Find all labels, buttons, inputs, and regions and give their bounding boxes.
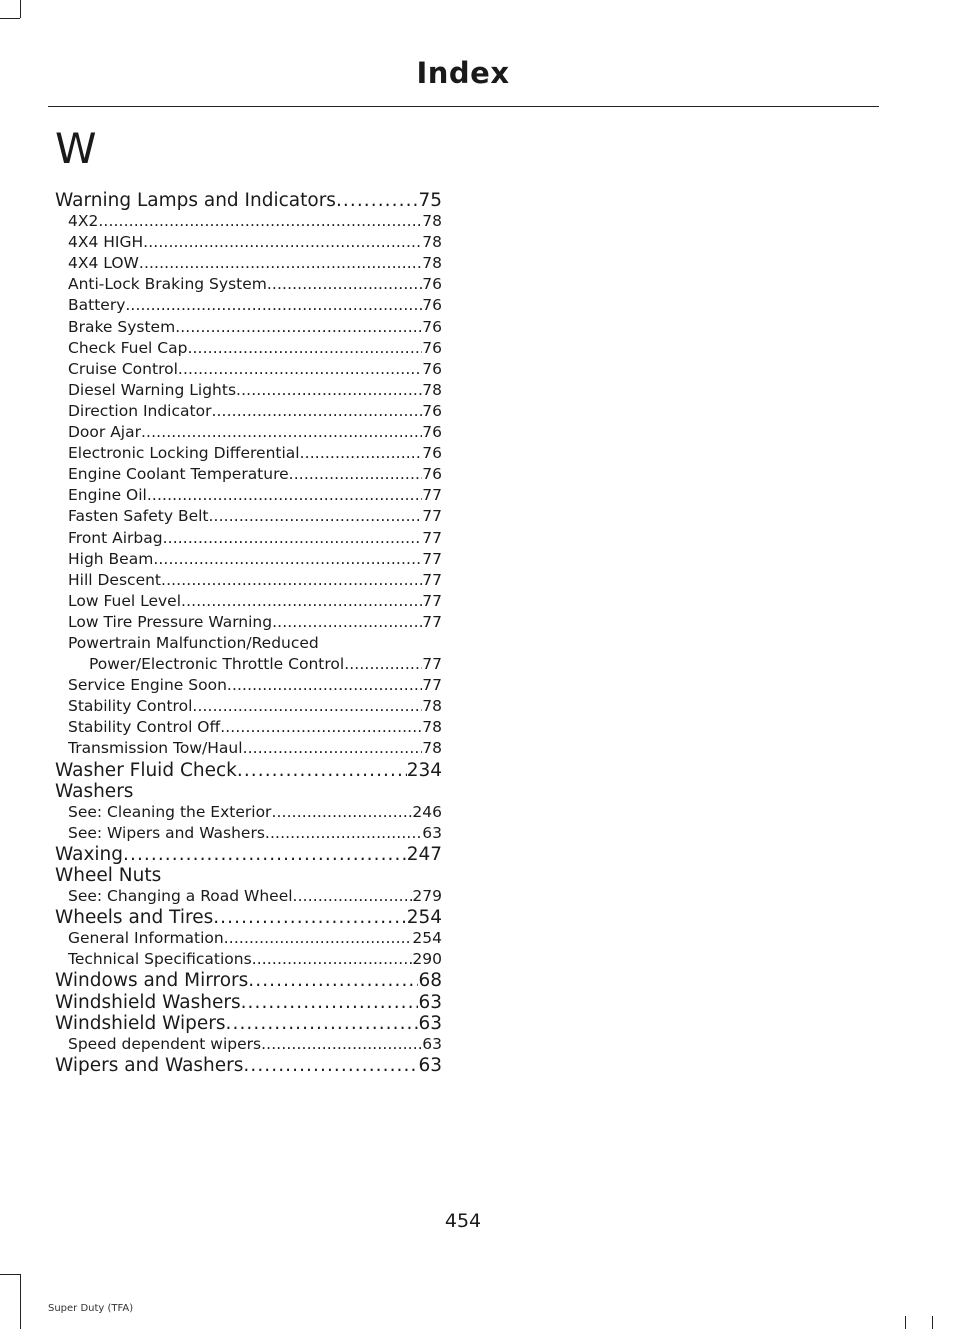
entry-page-number: 75 xyxy=(418,190,442,211)
entry-label: Stability Control Off xyxy=(68,718,221,737)
entry-page-number: 63 xyxy=(418,1012,442,1034)
entry-label: Powertrain Malfunction/Reduced xyxy=(68,633,319,652)
index-subentry xyxy=(55,443,442,464)
index-subentry xyxy=(55,359,442,380)
dot-leader xyxy=(248,970,418,991)
entry-label: Check Fuel Cap xyxy=(68,338,188,357)
crop-mark xyxy=(932,1316,933,1329)
dot-leader xyxy=(181,591,422,612)
section-letter: W xyxy=(55,124,97,173)
dot-leader xyxy=(123,844,407,865)
crop-mark xyxy=(0,18,20,19)
entry-label: Windshield Wipers xyxy=(55,1012,226,1034)
dot-leader xyxy=(267,274,422,295)
entry-page-number: 77 xyxy=(422,612,442,631)
entry-page-number: 77 xyxy=(422,528,442,547)
entry-label: Brake System xyxy=(68,317,176,336)
entry-label: Anti-Lock Braking System xyxy=(68,275,267,294)
index-subentry xyxy=(55,232,442,253)
entry-page-number: 76 xyxy=(422,401,442,420)
index-subentry xyxy=(55,401,442,422)
entry-page-number: 78 xyxy=(422,697,442,716)
entry-page-number: 290 xyxy=(412,950,442,969)
entry-page-number: 78 xyxy=(422,739,442,758)
entry-page-number: 78 xyxy=(422,212,442,231)
index-subentry xyxy=(55,253,442,274)
entry-page-number: 76 xyxy=(422,423,442,442)
entry-label: Technical Specifications xyxy=(68,950,252,969)
index-subentry xyxy=(55,738,442,759)
entry-label: Direction Indicator xyxy=(68,401,212,420)
entry-page-number: 63 xyxy=(418,1054,442,1076)
dot-leader xyxy=(224,928,413,949)
index-subentry xyxy=(55,949,442,970)
dot-leader xyxy=(209,506,423,527)
dot-leader xyxy=(293,886,413,907)
entry-label: High Beam xyxy=(68,549,154,568)
entry-label: 4X2 xyxy=(68,212,99,231)
entry-page-number: 63 xyxy=(422,1034,442,1053)
dot-leader xyxy=(289,464,423,485)
crop-mark xyxy=(20,0,21,18)
entry-label: Wheels and Tires xyxy=(55,907,214,929)
index-entry xyxy=(55,760,442,781)
index-entry xyxy=(55,992,442,1013)
index-entry xyxy=(55,970,442,991)
dot-leader xyxy=(271,802,412,823)
dot-leader xyxy=(272,612,422,633)
entry-page-number: 77 xyxy=(422,591,442,610)
entry-label: Hill Descent xyxy=(68,570,162,589)
entry-label: Door Ajar xyxy=(68,423,141,442)
dot-leader xyxy=(139,253,422,274)
entry-label: Wipers and Washers xyxy=(55,1054,244,1076)
entry-label: Washers xyxy=(55,780,134,802)
index-subentry xyxy=(55,612,442,633)
dot-leader xyxy=(143,232,422,253)
dot-leader xyxy=(252,949,413,970)
dot-leader xyxy=(163,528,423,549)
dot-leader xyxy=(161,570,422,591)
entry-page-number: 77 xyxy=(422,486,442,505)
index-subentry xyxy=(55,295,442,316)
index-subentry xyxy=(55,422,442,443)
page-title: Index xyxy=(416,56,510,90)
dot-leader xyxy=(237,760,407,781)
entry-page-number: 246 xyxy=(412,802,442,821)
entry-page-number: 68 xyxy=(418,970,442,992)
index-entry xyxy=(55,907,442,928)
entry-label: Engine Oil xyxy=(68,486,147,505)
entry-label: 4X4 HIGH xyxy=(68,233,144,252)
entry-page-number: 78 xyxy=(422,233,442,252)
entry-page-number: 76 xyxy=(422,444,442,463)
index-list xyxy=(55,190,442,1076)
entry-page-number: 76 xyxy=(422,465,442,484)
entry-label: Speed dependent wipers xyxy=(68,1034,262,1053)
dot-leader xyxy=(175,317,422,338)
index-subentry xyxy=(55,317,442,338)
page-number: 454 xyxy=(444,1210,482,1232)
entry-label: Electronic Locking Differential xyxy=(68,444,300,463)
dot-leader xyxy=(178,359,422,380)
index-subentry xyxy=(55,802,442,823)
entry-label: See: Changing a Road Wheel xyxy=(68,887,293,906)
entry-label: 4X4 LOW xyxy=(68,254,139,273)
entry-label: Engine Coolant Temperature xyxy=(68,465,289,484)
dot-leader xyxy=(241,992,419,1013)
entry-label: General Information xyxy=(68,929,224,948)
entry-page-number: 77 xyxy=(422,676,442,695)
entry-label: Service Engine Soon xyxy=(68,676,227,695)
index-subentry xyxy=(55,633,442,654)
index-subentry xyxy=(55,570,442,591)
entry-page-number: 254 xyxy=(406,907,442,929)
dot-leader xyxy=(336,190,419,211)
index-subentry xyxy=(55,274,442,295)
index-entry xyxy=(55,865,442,886)
entry-label: Battery xyxy=(68,296,126,315)
entry-label: Fasten Safety Belt xyxy=(68,507,209,526)
index-subentry xyxy=(55,528,442,549)
dot-leader xyxy=(192,696,422,717)
entry-label: See: Cleaning the Exterior xyxy=(68,802,272,821)
entry-page-number: 254 xyxy=(412,929,442,948)
index-subentry xyxy=(55,654,442,675)
entry-label: Washer Fluid Check xyxy=(55,759,237,781)
crop-mark xyxy=(905,1316,906,1329)
entry-label: Front Airbag xyxy=(68,528,163,547)
index-subentry xyxy=(55,717,442,738)
dot-leader xyxy=(141,422,422,443)
index-entry xyxy=(55,781,442,802)
index-subentry xyxy=(55,549,442,570)
entry-label: Cruise Control xyxy=(68,359,178,378)
dot-leader xyxy=(125,295,422,316)
publication-label: Super Duty (TFA) xyxy=(48,1303,134,1314)
entry-page-number: 78 xyxy=(422,254,442,273)
dot-leader xyxy=(213,907,406,928)
index-subentry xyxy=(55,1034,442,1055)
index-subentry xyxy=(55,485,442,506)
dot-leader xyxy=(243,738,423,759)
index-subentry xyxy=(55,886,442,907)
entry-label: Waxing xyxy=(55,843,124,865)
dot-leader xyxy=(236,380,422,401)
entry-page-number: 78 xyxy=(422,380,442,399)
entry-page-number: 247 xyxy=(406,843,442,865)
entry-page-number: 77 xyxy=(422,507,442,526)
entry-label: Stability Control xyxy=(68,697,193,716)
index-subentry xyxy=(55,506,442,527)
entry-label: Warning Lamps and Indicators xyxy=(55,190,336,211)
index-subentry xyxy=(55,928,442,949)
entry-label: Transmission Tow/Haul xyxy=(68,739,243,758)
dot-leader xyxy=(153,549,422,570)
entry-page-number: 279 xyxy=(412,887,442,906)
dot-leader xyxy=(300,443,423,464)
entry-page-number: 76 xyxy=(422,317,442,336)
dot-leader xyxy=(98,211,422,232)
entry-label: Windows and Mirrors xyxy=(55,970,249,992)
entry-label: Low Fuel Level xyxy=(68,591,182,610)
crop-mark xyxy=(0,1274,20,1275)
index-subentry xyxy=(55,675,442,696)
dot-leader xyxy=(220,717,422,738)
entry-page-number: 76 xyxy=(422,275,442,294)
entry-page-number: 234 xyxy=(406,759,442,781)
entry-label: Wheel Nuts xyxy=(55,865,162,886)
entry-label: Windshield Washers xyxy=(55,991,241,1013)
dot-leader xyxy=(227,675,422,696)
index-subentry xyxy=(55,591,442,612)
entry-page-number: 77 xyxy=(422,570,442,589)
entry-page-number: 76 xyxy=(422,338,442,357)
index-subentry xyxy=(55,464,442,485)
index-entry xyxy=(55,844,442,865)
entry-page-number: 76 xyxy=(422,359,442,378)
entry-page-number: 77 xyxy=(422,655,442,674)
index-subentry xyxy=(55,823,442,844)
entry-page-number: 77 xyxy=(422,549,442,568)
entry-page-number: 78 xyxy=(422,718,442,737)
dot-leader xyxy=(147,485,422,506)
index-entry xyxy=(55,1013,442,1034)
dot-leader xyxy=(226,1013,419,1034)
index-subentry xyxy=(55,211,442,232)
entry-label: Diesel Warning Lights xyxy=(68,380,237,399)
dot-leader xyxy=(187,338,422,359)
index-subentry xyxy=(55,696,442,717)
entry-page-number: 76 xyxy=(422,296,442,315)
dot-leader xyxy=(211,401,422,422)
entry-page-number: 63 xyxy=(418,991,442,1013)
dot-leader xyxy=(344,654,422,675)
entry-label: Power/Electronic Throttle Control xyxy=(89,655,345,674)
index-entry xyxy=(55,190,442,211)
index-subentry xyxy=(55,338,442,359)
crop-mark xyxy=(20,1274,21,1329)
entry-page-number: 63 xyxy=(422,823,442,842)
title-divider xyxy=(48,106,879,107)
entry-label: See: Wipers and Washers xyxy=(68,823,265,842)
index-subentry xyxy=(55,380,442,401)
dot-leader xyxy=(265,823,422,844)
dot-leader xyxy=(243,1055,418,1076)
entry-label: Low Tire Pressure Warning xyxy=(68,612,273,631)
index-entry xyxy=(55,1055,442,1076)
dot-leader xyxy=(261,1034,422,1055)
